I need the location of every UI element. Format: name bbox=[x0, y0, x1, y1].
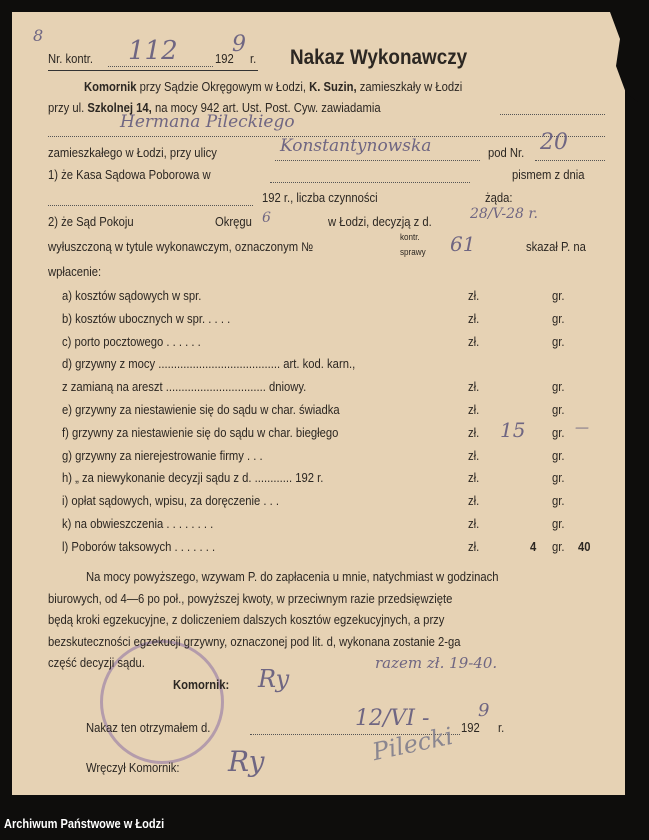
item-label: h) „ za niewykonanie decyzji sądu z d. ............ 192 r. bbox=[62, 471, 324, 486]
decision-date: 28/V-28 r. bbox=[470, 206, 538, 222]
item-label: d) grzywny z mocy ....................................... art. kod. karn., bbox=[62, 357, 356, 372]
kontr-label: kontr. bbox=[400, 232, 420, 242]
total-note: razem zł. 19-40. bbox=[375, 654, 498, 672]
gr-label: gr. bbox=[552, 448, 565, 463]
delivery-initials: Ry bbox=[228, 745, 265, 778]
point2-text: skazał P. na bbox=[526, 240, 586, 254]
gr-value: 40 bbox=[578, 539, 591, 554]
item-label: e) grzywny za niestawienie się do sądu w char. świadka bbox=[62, 403, 340, 417]
zl-label: zł. bbox=[468, 539, 480, 554]
received-year-suffix: 9 bbox=[478, 700, 490, 721]
bailiff-initials: Ry bbox=[258, 665, 290, 693]
item-label: a) kosztów sądowych w spr. bbox=[62, 289, 202, 303]
point1-text: 1) że Kasa Sądowa Poborowa w bbox=[48, 168, 211, 182]
item-label: f) grzywny za niestawienie się do sądu w char. biegłego bbox=[62, 425, 339, 440]
intro-text: przy Sądzie Okręgowym w Łodzi, bbox=[139, 80, 306, 94]
zl-label: zł. bbox=[468, 311, 480, 326]
item-label: l) Poborów taksowych . . . . . . . bbox=[62, 539, 216, 554]
district-value: 6 bbox=[262, 210, 271, 226]
gr-label: gr. bbox=[552, 403, 565, 417]
closing-line: Na mocy powyższego, wzywam P. do zapłacenia u mnie, natychmiast w godzinach bbox=[86, 570, 499, 584]
item-label: b) kosztów ubocznych w spr. . . . . bbox=[62, 311, 231, 326]
recipient-name: Hermana Pileckiego bbox=[120, 112, 295, 132]
closing-line: część decyzji sądu. bbox=[48, 656, 145, 670]
corner-mark: 8 bbox=[33, 26, 44, 45]
archive-credit: Archiwum Państwowe w Łodzi bbox=[4, 816, 165, 831]
point1-text: żąda: bbox=[485, 191, 513, 205]
item-label: i) opłat sądowych, wpisu, za doręczenie . . . bbox=[62, 494, 279, 509]
bailiff-name: K. Suzin, bbox=[309, 80, 357, 94]
zl-value: 15 bbox=[500, 417, 526, 442]
zl-label: zł. bbox=[468, 471, 480, 486]
zl-label: zł. bbox=[468, 448, 480, 463]
received-label: Nakaz ten otrzymałem d. bbox=[86, 721, 211, 735]
bailiff-address: Szkolnej 14, bbox=[87, 101, 152, 115]
item-label: c) porto pocztowego . . . . . . bbox=[62, 334, 201, 349]
zl-label: zł. bbox=[468, 334, 480, 349]
closing-line: biurowych, od 4—6 po poł., powyższej kwoty, w przeciwnym razie przedsięwzięte bbox=[48, 591, 453, 606]
intro-text: na mocy 942 art. Ust. Post. Cyw. zawiadamia bbox=[154, 101, 381, 115]
received-r: r. bbox=[498, 721, 505, 735]
year-suffix: 9 bbox=[232, 32, 246, 57]
gr-label: gr. bbox=[552, 425, 565, 440]
house-nr-label: pod Nr. bbox=[488, 146, 525, 160]
point1-text: pismem z dnia bbox=[512, 168, 585, 182]
gr-label: gr. bbox=[552, 289, 565, 303]
received-date: 12/VI - bbox=[355, 706, 430, 731]
intro-text: przy ul. bbox=[48, 101, 85, 115]
nr-value: 112 bbox=[128, 36, 178, 66]
komornik-signature-label: Komornik: bbox=[173, 678, 230, 692]
intro-text: zamieszkały w Łodzi bbox=[359, 80, 463, 94]
point2-text: wpłacenie: bbox=[48, 265, 102, 279]
zl-label: zł. bbox=[468, 425, 480, 440]
komornik-label: Komornik bbox=[84, 80, 137, 94]
document-title: Nakaz Wykonawczy bbox=[290, 46, 468, 69]
sprawy-label: sprawy bbox=[400, 247, 426, 257]
received-year: 192 bbox=[461, 721, 480, 735]
house-nr-value: 20 bbox=[540, 130, 568, 155]
point1-text: 192 r., liczba czynności bbox=[262, 191, 378, 205]
year-r: r. bbox=[250, 52, 257, 66]
closing-line: bezskuteczności egzekucji grzywny, oznaczonej pod lit. d, wykonana zostanie 2-ga bbox=[48, 634, 461, 649]
zl-label: zł. bbox=[468, 380, 480, 395]
point2-text: 2) że Sąd Pokoju bbox=[48, 215, 134, 229]
zl-label: zł. bbox=[468, 494, 480, 509]
gr-label: gr. bbox=[552, 517, 565, 531]
item-label: z zamianą na areszt ................................ dniowy. bbox=[62, 380, 307, 395]
gr-label: gr. bbox=[552, 471, 565, 486]
zl-value: 4 bbox=[530, 539, 537, 554]
recipient-signature: Pilecki bbox=[369, 721, 456, 767]
delivered-label: Wręczył Komornik: bbox=[86, 761, 180, 775]
zl-label: zł. bbox=[468, 517, 480, 531]
zl-label: zł. bbox=[468, 403, 480, 417]
street-label: zamieszkałego w Łodzi, przy ulicy bbox=[48, 146, 217, 160]
street-value: Konstantynowska bbox=[280, 136, 432, 156]
closing-line: będą kroki egzekucyjne, z doliczeniem dalszych kosztów egzekucyjnych, a przy bbox=[48, 613, 445, 627]
gr-label: gr. bbox=[552, 334, 565, 349]
gr-label: gr. bbox=[552, 539, 565, 554]
point2-text: wyłuszczoną w tytule wykonawczym, oznaczonym № bbox=[48, 240, 314, 254]
gr-label: gr. bbox=[552, 311, 565, 326]
gr-label: gr. bbox=[552, 494, 565, 509]
gr-value: — bbox=[575, 419, 589, 436]
year-prefix: 192 bbox=[215, 52, 234, 66]
item-label: k) na obwieszczenia . . . . . . . . bbox=[62, 517, 214, 531]
point2-text: Okręgu bbox=[215, 215, 252, 229]
case-number: 61 bbox=[450, 232, 476, 256]
item-label: g) grzywny za nierejestrowanie firmy . . . bbox=[62, 448, 263, 463]
zl-label: zł. bbox=[468, 289, 480, 303]
nr-label: Nr. kontr. bbox=[48, 52, 94, 66]
point2-text: w Łodzi, decyzją z d. bbox=[328, 215, 432, 229]
gr-label: gr. bbox=[552, 380, 565, 395]
